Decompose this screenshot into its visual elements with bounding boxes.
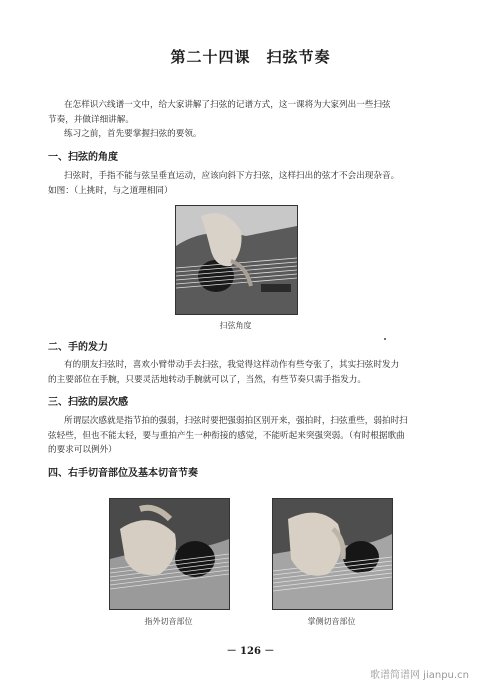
section3-heading: 三、扫弦的层次感	[48, 397, 128, 408]
section2-line-1: 有的朋友扫弦时，喜欢小臂带动手去扫弦，我觉得这样动作有些夸张了，其实扫弦时发力	[64, 360, 400, 370]
page-title: 第二十四课 扫弦节奏	[170, 48, 331, 66]
intro-line-3: 练习之前，首先要掌握扫弦的要领。	[64, 129, 202, 139]
section2-line-2: 的主要部位在手腕，只要灵活地转动手腕就可以了，当然，有些节奏只需手指发力。	[48, 374, 366, 385]
finger-mute-photo	[109, 498, 230, 610]
section2-paragraph	[48, 358, 462, 387]
section2-heading: 二、手的发力	[48, 342, 108, 353]
section4-heading: 四、右手切音部位及基本切音节奏	[48, 468, 198, 479]
intro-line-2: 节奏，并做详细讲解。	[48, 114, 134, 125]
section3-line-3: 的要求可以例外）	[48, 445, 117, 455]
palm-mute-photo	[272, 498, 393, 610]
strumming-angle-photo	[175, 205, 298, 315]
palm-mute-caption: 掌侧切音部位	[307, 617, 356, 626]
finger-mute-illustration	[110, 499, 229, 609]
section1-line-1: 扫弦时，手指不能与弦呈垂直运动，应该向斜下方扫弦，这样扫出的弦才不会出现杂音。	[64, 171, 400, 181]
speck	[384, 338, 386, 340]
section3-line-1: 所谓层次感就是指节拍的强弱，扫弦时要把强弱拍区别开来，强拍时，扫弦重些，弱拍时扫	[64, 416, 408, 426]
intro-line-1: 在怎样识六线谱一文中，给大家讲解了扫弦的记谱方式，这一课将为大家列出一些扫弦	[64, 100, 391, 110]
section1-heading: 一、扫弦的角度	[48, 152, 118, 163]
intro-paragraph	[48, 98, 462, 142]
finger-mute-caption: 指外切音部位	[144, 617, 193, 626]
guitar-strum-illustration	[176, 206, 297, 314]
palm-mute-illustration	[273, 499, 392, 609]
section3-paragraph	[48, 414, 462, 458]
section1-line-2: 如图：（上挑时，与之道理相同）	[48, 185, 173, 196]
section3-line-2: 弦轻些，但也不能太轻，要与重拍产生一种衔接的感觉，不能听起来突强突弱。（有时根据歌曲	[48, 430, 405, 441]
strumming-angle-caption: 扫弦角度	[219, 321, 252, 330]
section1-paragraph	[48, 169, 462, 198]
page-number: － 126 －	[226, 646, 275, 657]
site-watermark: 歌谱简谱网 jianpu.cn	[370, 670, 469, 681]
